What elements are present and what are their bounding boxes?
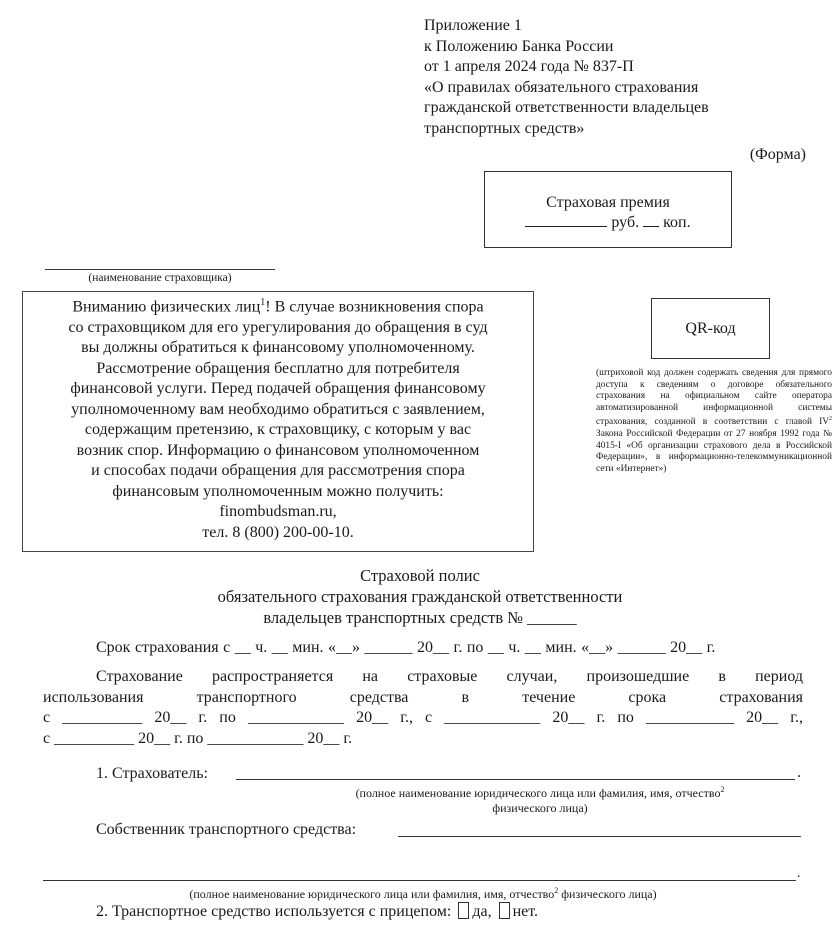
notice-line: финансовой услуги. Перед подачей обращения финансовому (70, 380, 486, 398)
insured-label: 1. Страхователь: (96, 765, 208, 782)
rub-field[interactable] (525, 213, 607, 227)
owner-name-field-continued[interactable] (43, 880, 796, 881)
insurance-term: Срок страхования с __ ч. __ мин. «__» ______ 20__ г. по __ ч. __ мин. «__» ______ 20__ г. (96, 639, 716, 656)
notice-box (22, 291, 534, 552)
notice-line: финансовым уполномоченным можно получить: (112, 482, 444, 500)
premium-amount-row (485, 213, 731, 233)
owner-dot: . (797, 866, 801, 881)
notice-line: вы должны обратиться к финансовому уполномоченному. (81, 339, 475, 357)
notice-line: Рассмотрение обращения бесплатно для потребителя (96, 359, 460, 377)
notice-line: Вниманию физических лиц$^1$! В случае возникновения спора (72, 297, 484, 316)
policy-number-field[interactable]: ______ (527, 608, 577, 627)
qr-caption: (штриховой код должен содержать сведения для прямого доступа к сведениям о договоре обязательного страхования на официальном сайте оператора автоматизированной информационной системы страхования, созданной в соответствии с главой $IV^2$ Закона Российской Федерации от 27 ноября 1992 года № 4015-I «Об организации страхового дела в Российской Федерации», в информационно-телекоммуникационной сети «Интернет») (596, 368, 832, 474)
notice-line: содержащим претензию, к страховщику, с которым у вас (84, 421, 472, 439)
appendix-line: «О правилах обязательного страхования (424, 78, 699, 96)
premium-title: Страховая премия (546, 194, 670, 211)
owner-label: Собственник транспортного средства: (96, 821, 357, 838)
trailer-label: 2. Транспортное средство используется с прицепом: (96, 903, 452, 920)
notice-line: и способах подачи обращения для рассмотрения спора (91, 462, 465, 480)
trailer-yes-checkbox[interactable] (458, 902, 469, 919)
insurer-caption: (наименование страховщика) (88, 272, 232, 284)
appendix-line: к Положению Банка России (424, 37, 614, 55)
trailer-no-checkbox[interactable] (499, 902, 510, 919)
appendix-line: Приложение 1 (424, 17, 522, 34)
owner-caption: (полное наименование юридического лица или фамилия, имя, отчество$^2$ физического лица) (189, 886, 657, 901)
appendix-line: гражданской ответственности владельцев (424, 99, 709, 116)
policy-title-line: Страховой полис (360, 566, 480, 585)
insured-dot: . (797, 764, 801, 781)
appendix-line: транспортных средств» (424, 119, 585, 137)
footnote-ref: 1 (260, 297, 266, 308)
kop-label: коп. (663, 214, 691, 231)
form-label: (Форма) (749, 146, 806, 163)
notice-website: finombudsman.ru, (219, 503, 337, 521)
policy-title-line: обязательного страхования гражданской ответственности (217, 587, 623, 606)
insured-name-field[interactable] (236, 779, 795, 780)
kop-field[interactable] (643, 213, 659, 227)
policy-title (150, 565, 690, 628)
coverage-period-line: с __________ 20__ г. по ____________ 20__ г., с ____________ 20__ г. по ___________ 20__ г., (43, 709, 803, 726)
coverage-period-line: с __________ 20__ г. по ____________ 20__ г. (43, 729, 353, 747)
notice-phone: тел. 8 (800) 200-00-10. (202, 523, 354, 541)
coverage-paragraph (43, 667, 803, 749)
owner-name-field[interactable] (398, 836, 801, 837)
rub-label: руб. (611, 214, 640, 231)
notice-line: уполномоченному вам необходимо обратиться с заявлением, (71, 400, 485, 418)
trailer-yes-label: да, (472, 903, 492, 920)
notice-line: возник спор. Информацию о финансовом уполномоченном (76, 441, 480, 459)
trailer-row (96, 902, 538, 923)
appendix-header (424, 16, 824, 139)
trailer-no-label: нет. (512, 903, 539, 920)
insurer-name-field[interactable] (45, 269, 275, 270)
coverage-line: использования транспортного средства в течение срока страхования (43, 688, 803, 706)
coverage-line: Страхование распространяется на страховые случаи, произошедшие в период (96, 668, 803, 685)
premium-box (484, 171, 732, 248)
policy-title-line: владельцев транспортных средств № ______ (263, 608, 577, 627)
notice-line: со страховщиком для его урегулирования до обращения в суд (68, 318, 488, 336)
appendix-line: от 1 апреля 2024 года № 837-П (424, 58, 634, 75)
qr-code-placeholder: QR-код (651, 298, 770, 359)
insured-caption: (полное наименование юридического лица или фамилия, имя, отчество$^2$ физического лица) (355, 785, 725, 815)
